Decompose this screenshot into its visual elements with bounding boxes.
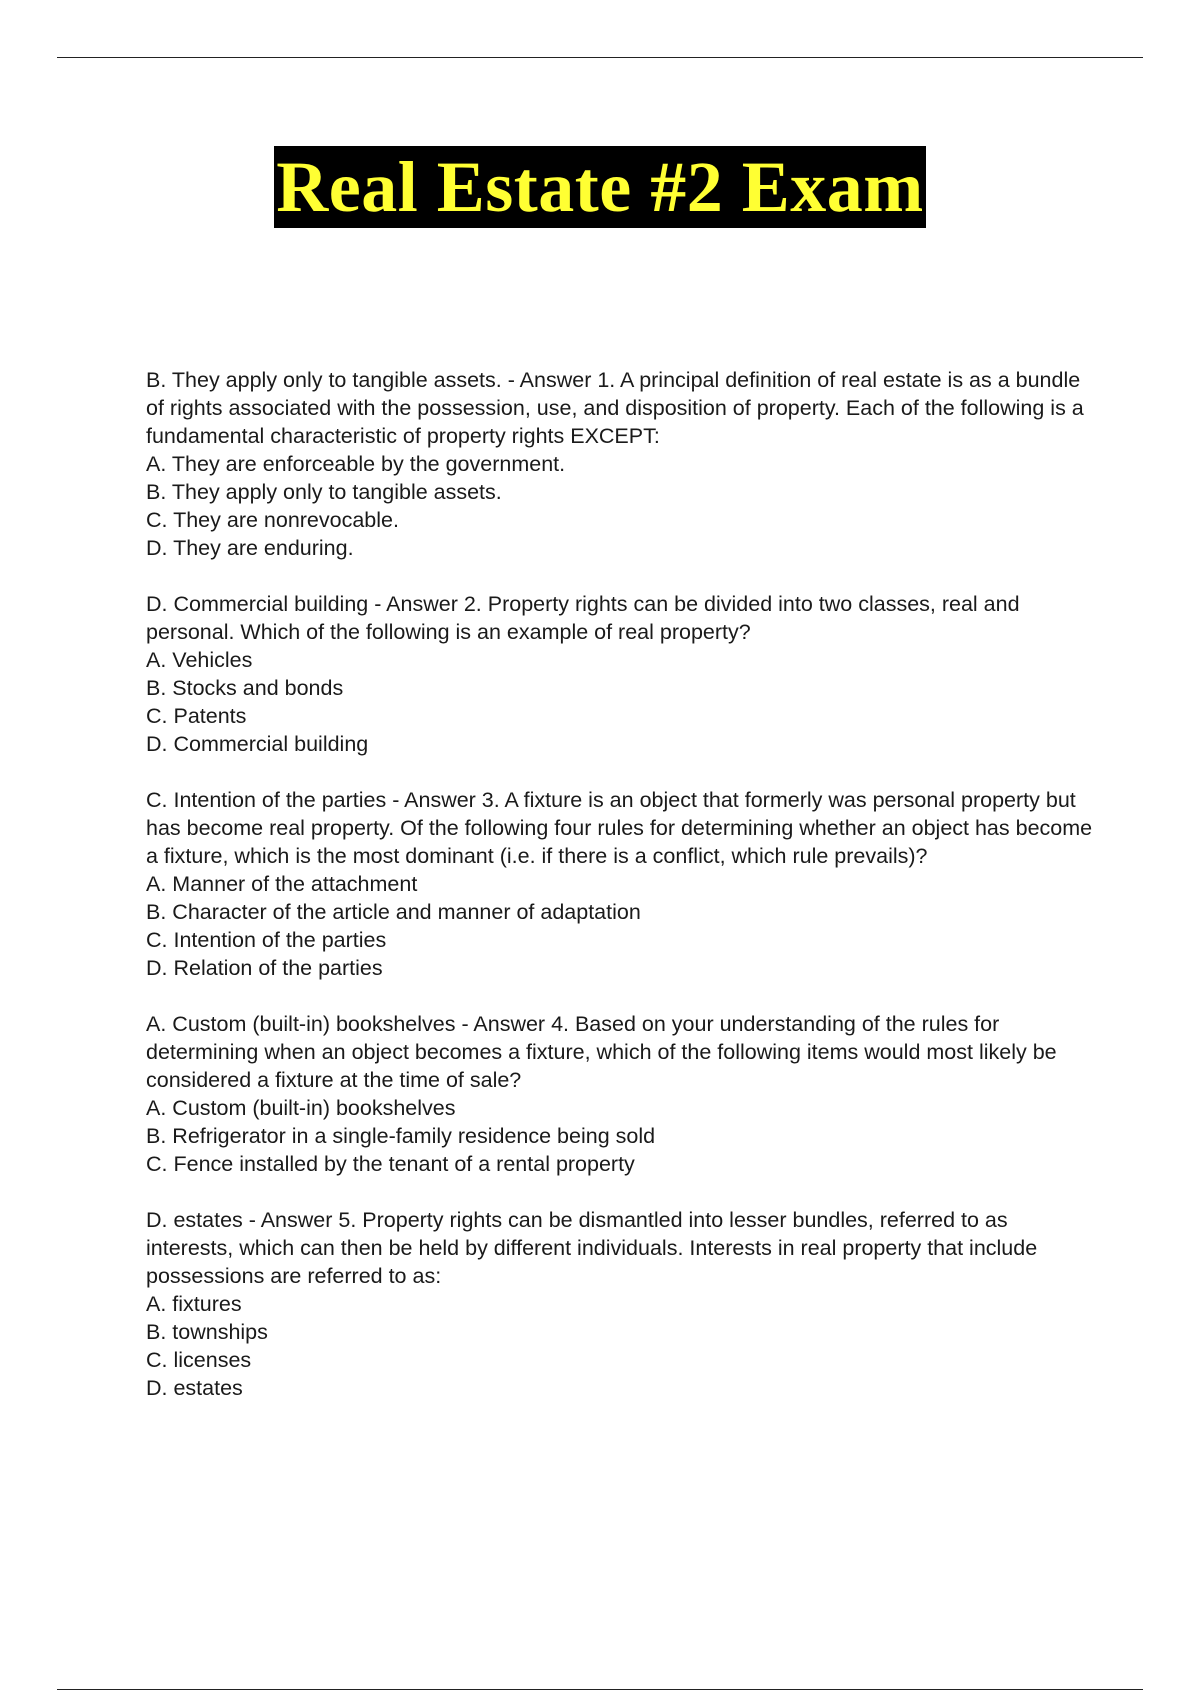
answer-option: B. They apply only to tangible assets. [146, 480, 502, 504]
answer-option: A. Custom (built-in) bookshelves [146, 1096, 456, 1120]
bottom-rule [57, 1689, 1143, 1690]
answer-option: B. Stocks and bonds [146, 676, 344, 700]
answer-option: A. fixtures [146, 1292, 242, 1316]
question-block-1 [146, 366, 1096, 562]
title-container [0, 146, 1200, 228]
exam-content [146, 366, 1096, 1430]
answer-option: C. Patents [146, 704, 247, 728]
top-rule [57, 57, 1143, 58]
answer-option: C. They are nonrevocable. [146, 508, 399, 532]
answer-option: B. townships [146, 1320, 268, 1344]
answer-option: C. licenses [146, 1348, 252, 1372]
answer-option: B. Character of the article and manner of adaptation [146, 900, 641, 924]
answer-option: C. Intention of the parties [146, 928, 387, 952]
question-block-3 [146, 786, 1096, 982]
answer-option: A. Vehicles [146, 648, 253, 672]
question-block-2 [146, 590, 1096, 758]
answer-option: D. Commercial building [146, 732, 369, 756]
answer-option: A. They are enforceable by the government. [146, 452, 566, 476]
question-text: A. Custom (built-in) bookshelves - Answer 4. Based on your understanding of the rules for determining when an object becomes a fixture, which of the following items would most likely be considered a fixture at the time of sale? [146, 1012, 1057, 1092]
question-block-5 [146, 1206, 1096, 1402]
answer-option: A. Manner of the attachment [146, 872, 418, 896]
answer-option: D. They are enduring. [146, 536, 354, 560]
question-block-4 [146, 1010, 1096, 1178]
question-text: D. Commercial building - Answer 2. Property rights can be divided into two classes, real and personal. Which of the following is an example of real property? [146, 592, 1020, 644]
question-text: C. Intention of the parties - Answer 3. A fixture is an object that formerly was personal property but has become real property. Of the following four rules for determining whether an object has become a fixture, which is the most dominant (i.e. if there is a conflict, which rule prevails)? [146, 788, 1093, 868]
answer-option: D. estates [146, 1376, 243, 1400]
answer-option: D. Relation of the parties [146, 956, 383, 980]
question-text: D. estates - Answer 5. Property rights can be dismantled into lesser bundles, referred to as interests, which can then be held by different individuals. Interests in real property that include possessions are referred to as: [146, 1208, 1038, 1288]
answer-option: C. Fence installed by the tenant of a rental property [146, 1152, 635, 1176]
question-text: B. They apply only to tangible assets. - Answer 1. A principal definition of real estate is as a bundle of rights associated with the possession, use, and disposition of property. Each of the following is a fundamental characteristic of property rights EXCEPT: [146, 368, 1084, 448]
answer-option: B. Refrigerator in a single-family residence being sold [146, 1124, 656, 1148]
page-title: Real Estate #2 Exam [276, 147, 924, 227]
